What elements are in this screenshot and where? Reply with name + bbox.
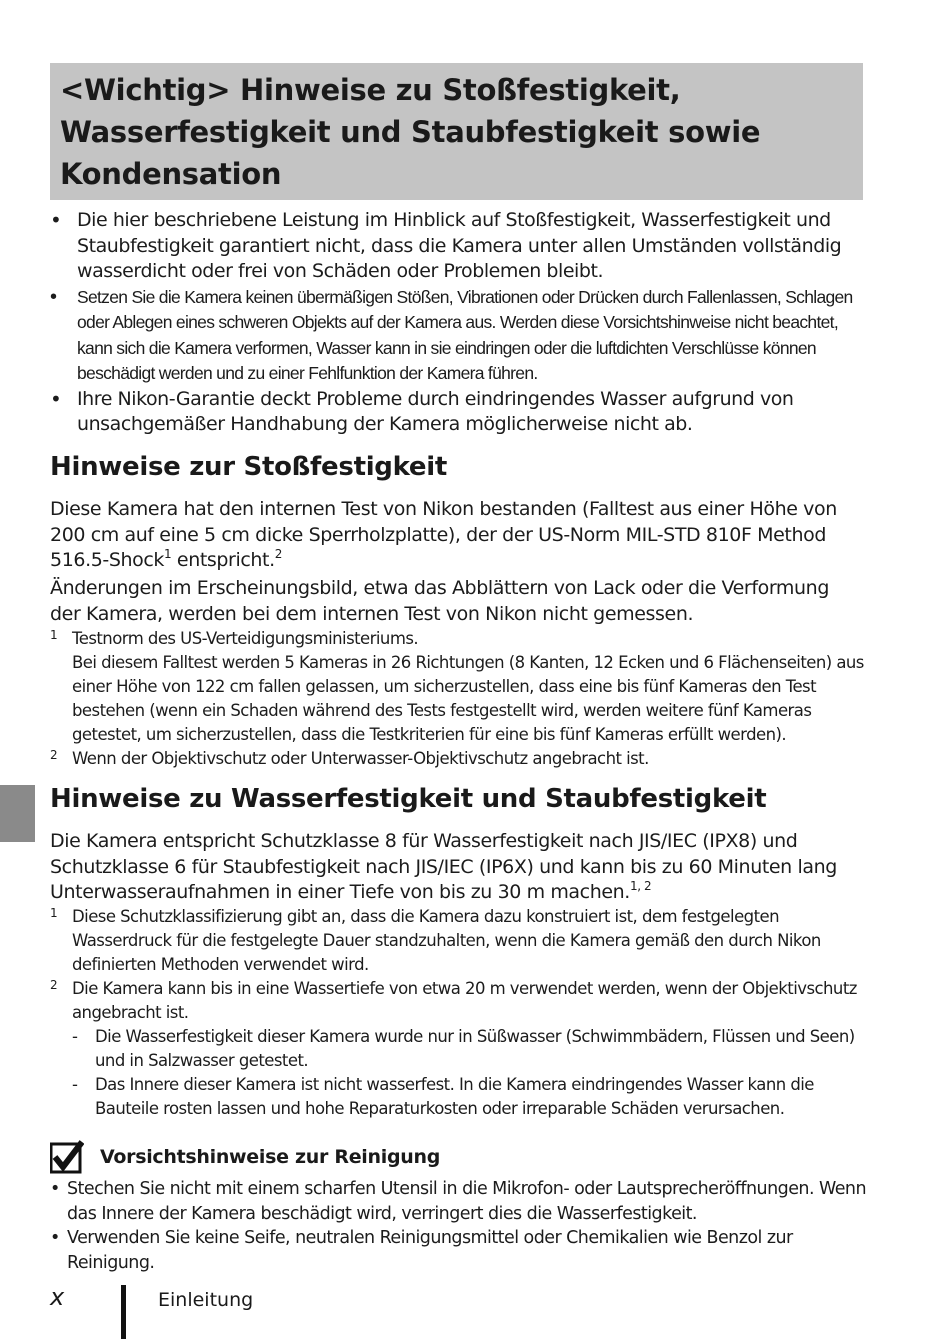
water-footnote-2 [50,977,870,1121]
dash-mark: - [72,1027,78,1046]
caution-heading: Vorsichtshinweise zur Reinigung [100,1146,441,1168]
shock-paragraph-1-tail: entspricht. [171,549,275,571]
intro-bullet: • Setzen Sie die Kamera keinen übermäßigen Stößen, Vibrationen oder Drücken durch Fallenlassen, Schlagen oder Ablegen eines schweren Objekts auf der Kamera aus. Werden diese Vorsichtshinweise nicht beachtet, kann sich die Kamera verformen, Wasser kann in sie eindringen oder die luftdichten Verschlüsse können beschädigt werden und zu einer Fehlfunktion der Kamera führen. [50,285,870,387]
shock-paragraph-2: Änderungen im Erscheinungsbild, etwa das Abblättern von Lack oder die Verformung der Kamera, werden bei dem internen Test von Nikon nicht gemessen. [50,577,829,625]
page-number: x [50,1283,65,1311]
intro-bullet: • Ihre Nikon-Garantie deckt Probleme durch eindringendes Wasser aufgrund von unsachgemäßer Handhabung der Kamera möglicherweise nicht ab. [50,387,870,438]
caution-list [50,1177,880,1275]
footnote-text: Wenn der Objektivschutz oder Unterwasser-Objektivschutz angebracht ist. [72,749,649,768]
water-heading: Hinweise zu Wasserfestigkeit und Staubfestigkeit [50,784,767,814]
dash-item [72,1025,870,1073]
shock-heading: Hinweise zur Stoßfestigkeit [50,452,447,482]
footer-divider [121,1285,126,1339]
footnote-text: Bei diesem Falltest werden 5 Kameras in 26 Richtungen (8 Kanten, 12 Ecken und 6 Flächenseiten) aus einer Höhe von 122 cm fallen gelassen, um sicherzustellen, dass eine bis fünf Kameras den Test bestehen (wenn ein Schaden während des Tests festgestellt wird, werden weitere fünf Kameras getestet, um sicherzustellen, dass die Testkriterien für eine bis fünf Kameras erfüllt werden). [72,653,864,744]
footnote-number: 1 [50,628,58,642]
footnote-ref: 2 [274,547,282,561]
dash-mark: - [72,1075,78,1094]
water-paragraph-text: Die Kamera entspricht Schutzklasse 8 für Wasserfestigkeit nach JIS/IEC (IPX8) und Schutzklasse 6 für Staubfestigkeit nach JIS/IEC (IP6X) und kann bis zu 60 Minuten lang Unterwasseraufnahmen in einer Tiefe von bis zu 30 m machen. [50,830,837,903]
chapter-tab [0,785,35,842]
footnote-text: Die Kamera kann bis in eine Wassertiefe von etwa 20 m verwendet werden, wenn der Objektivschutz angebracht ist. [72,979,857,1022]
title-line-2: Wasserfestigkeit und Staubfestigkeit sowie [60,115,761,149]
footnote-text: Testnorm des US-Verteidigungsministeriums. [72,629,419,648]
footnote-ref: 1, 2 [629,879,652,893]
caution-item: • Stechen Sie nicht mit einem scharfen Utensil in die Mikrofon- oder Lautsprecheröffnungen. Wenn das Innere der Kamera beschädigt wird, verringert dies die Wasserfestigkeit. [50,1177,880,1226]
shock-paragraph-1 [50,497,860,574]
caution-item: • Verwenden Sie keine Seife, neutralen Reinigungsmittel oder Chemikalien wie Benzol zur Reinigung. [50,1226,880,1275]
caution-header [50,1140,440,1174]
intro-bullet: • Die hier beschriebene Leistung im Hinblick auf Stoßfestigkeit, Wasserfestigkeit und Staubfestigkeit garantiert nicht, dass die Kamera unter allen Umständen vollständig wasserdicht oder frei von Schäden oder Problemen bleibt. [50,208,870,285]
footer-section-label: Einleitung [158,1289,254,1311]
footnote-text: Diese Schutzklassifizierung gibt an, dass die Kamera dazu konstruiert ist, dem festgelegten Wasserdruck für die festgelegte Dauer standzuhalten, wenn die Kamera gemäß den durch Nikon definierten Methoden verwendet wird. [72,907,821,974]
checkmark-caution-icon [50,1140,84,1174]
title-line-3: Kondensation [60,157,282,191]
dash-item [72,1073,870,1121]
dash-item-text: Die Wasserfestigkeit dieser Kamera wurde nur in Süßwasser (Schwimmbädern, Flüssen und Seen) und in Salzwasser getestet. [95,1027,855,1070]
footnote-number: 1 [50,906,58,920]
footnote-number: 2 [50,748,58,762]
dash-item-text: Das Innere dieser Kamera ist nicht wasserfest. In die Kamera eindringendes Wasser kann die Bauteile rosten lassen und hohe Reparaturkosten oder irreparable Schäden verursachen. [95,1075,814,1118]
page-title [60,69,853,195]
shock-paragraph-1-text: Diese Kamera hat den internen Test von Nikon bestanden (Falltest aus einer Höhe von 200 cm auf eine 5 cm dicke Sperrholzplatte), der der US-Norm MIL-STD 810F Method 516.5-Shock [50,498,837,571]
water-footnote-1 [50,905,870,977]
intro-bullet-list [50,208,870,438]
footnote-number: 2 [50,978,58,992]
title-line-1: <Wichtig> Hinweise zu Stoßfestigkeit, [60,73,681,107]
title-banner [50,63,863,200]
water-paragraph [50,829,860,906]
shock-footnote-2 [50,747,870,771]
footnote-ref: 1 [164,547,172,561]
shock-footnote-1 [50,627,870,747]
